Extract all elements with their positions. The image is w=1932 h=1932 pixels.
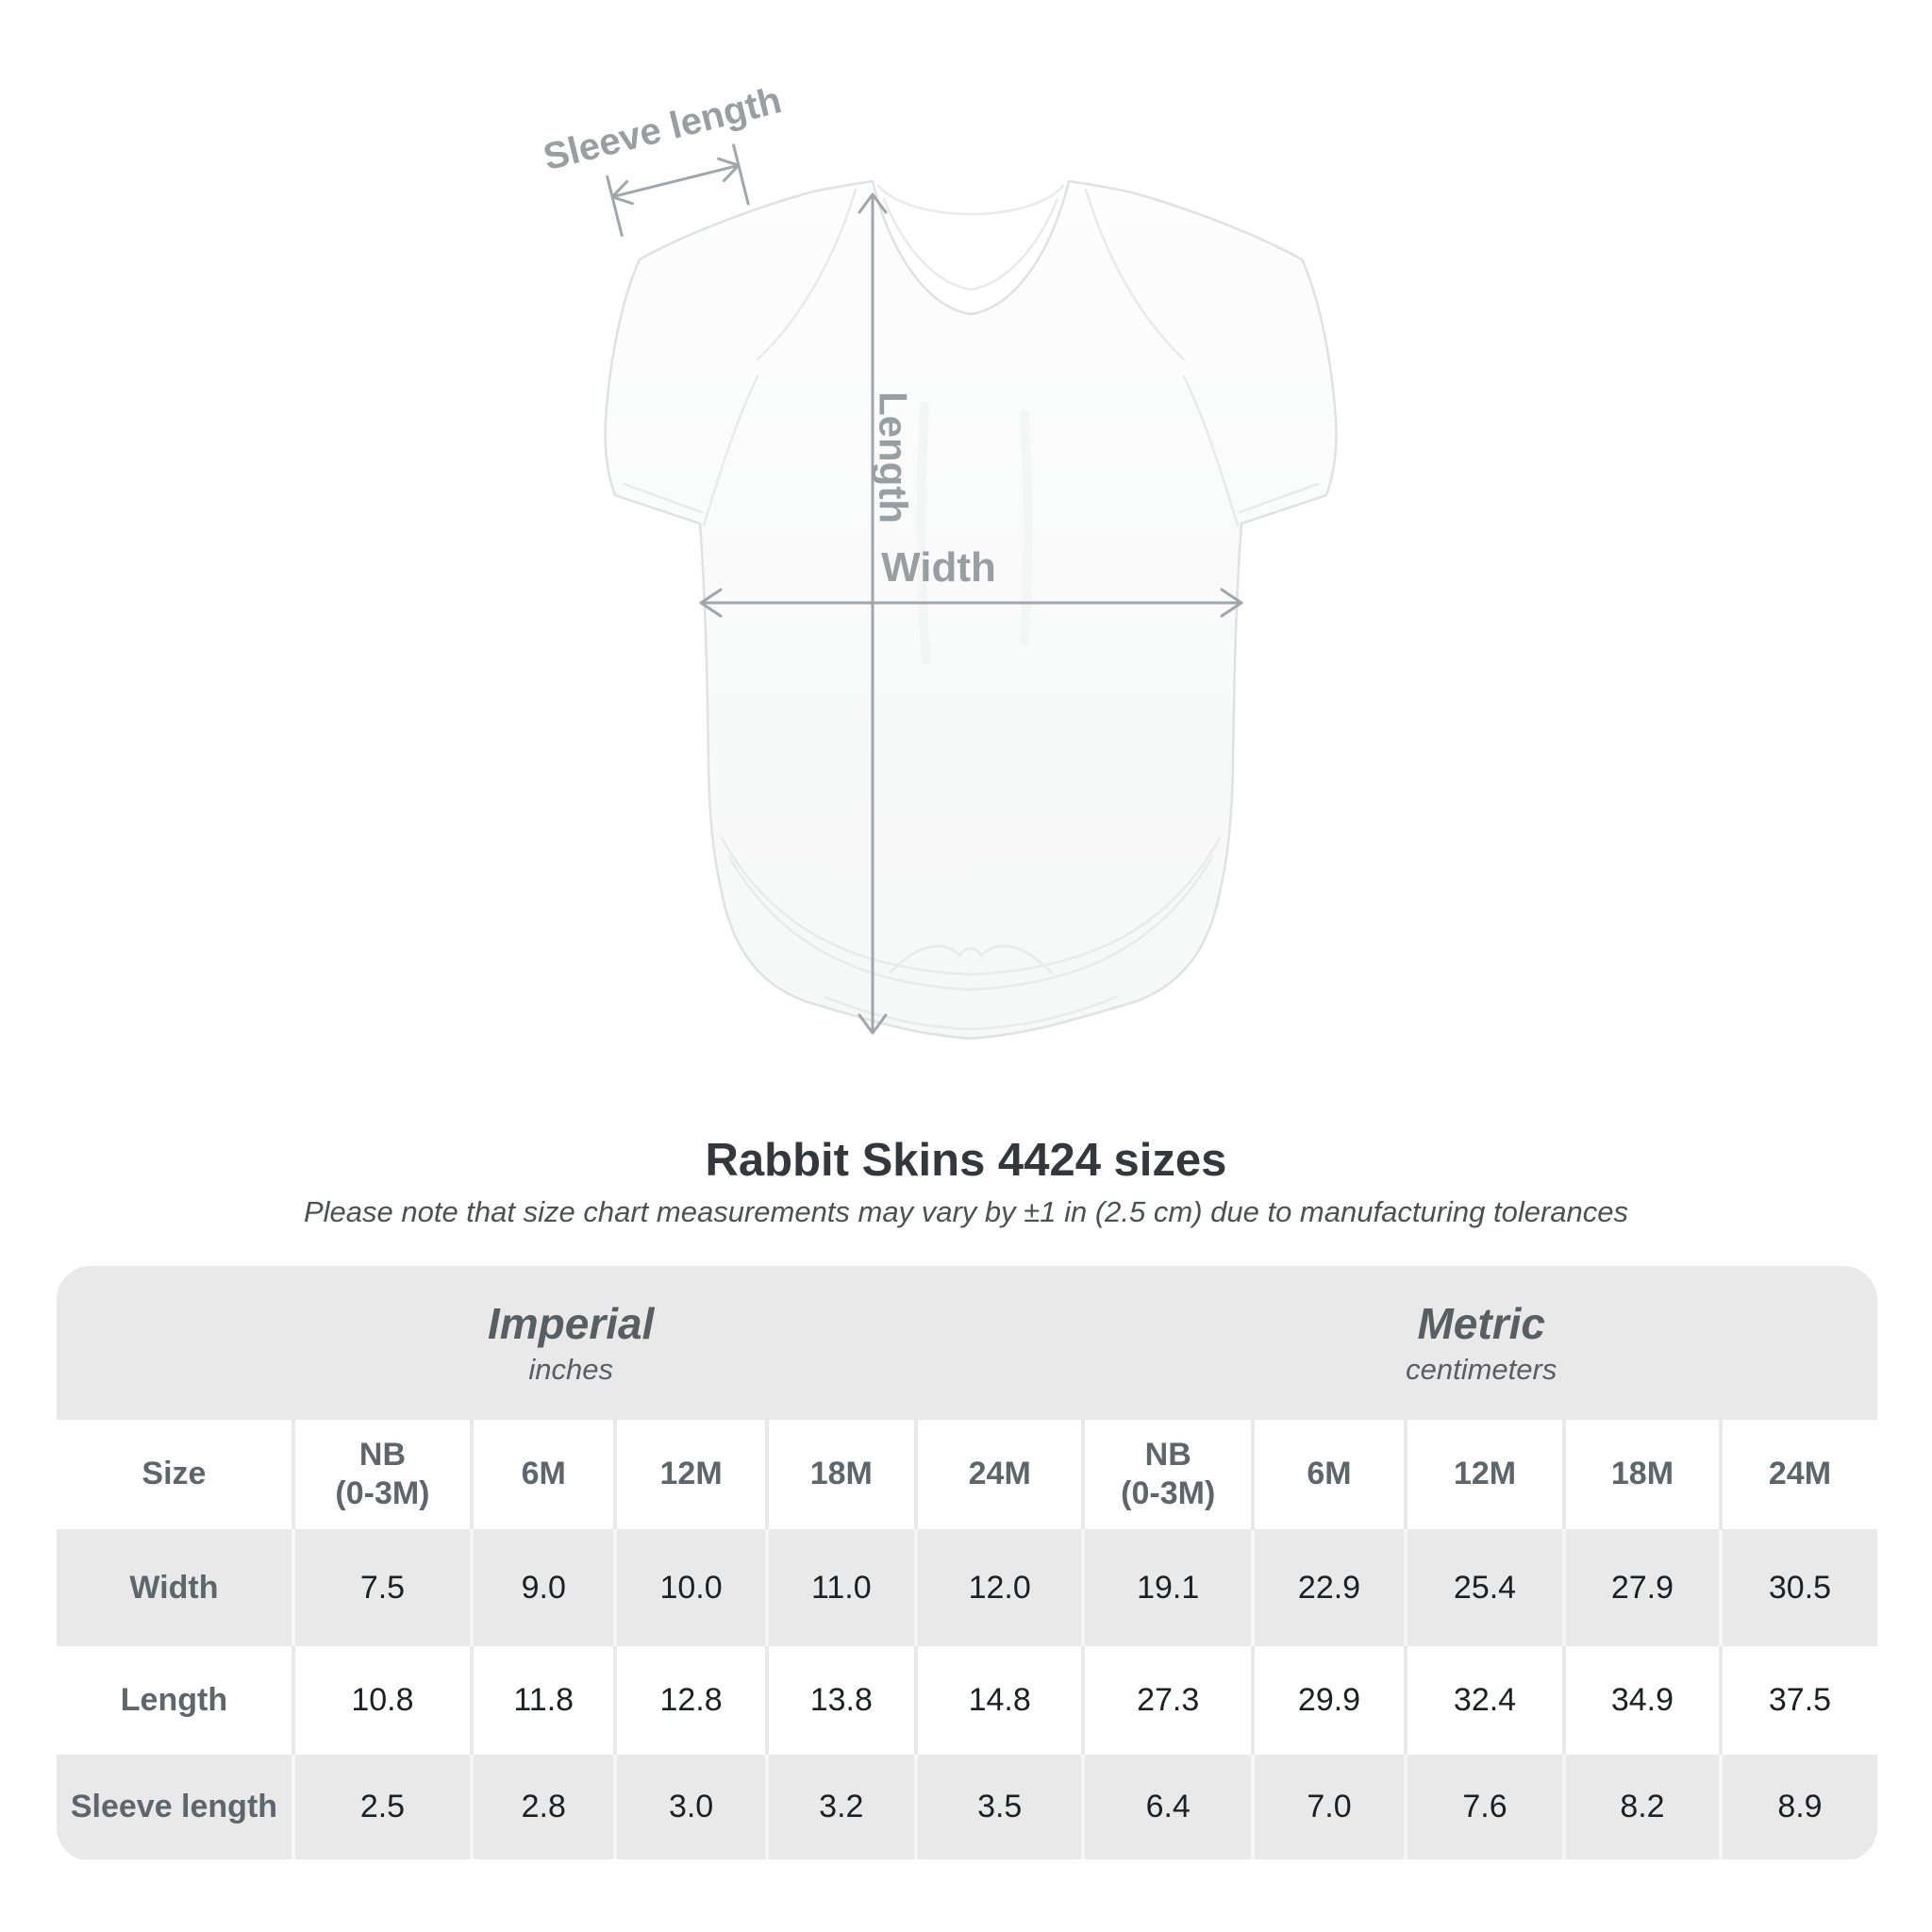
header-cell: 12M bbox=[1406, 1420, 1564, 1529]
table-cell: 10.8 bbox=[293, 1646, 472, 1755]
header-cell: 6M bbox=[472, 1420, 615, 1529]
table-cell: 30.5 bbox=[1721, 1529, 1877, 1646]
table-cell: 11.8 bbox=[472, 1646, 615, 1755]
header-cell: 6M bbox=[1253, 1420, 1406, 1529]
sleeve-length-label: Sleeve length bbox=[539, 79, 786, 179]
onesie-illustration bbox=[605, 181, 1336, 1039]
table-cell: 19.1 bbox=[1083, 1529, 1252, 1646]
size-data-table bbox=[57, 1420, 1877, 1859]
table-cell: 3.5 bbox=[916, 1755, 1084, 1859]
row-label: Width bbox=[129, 1569, 219, 1606]
table-cell: 11.0 bbox=[767, 1529, 916, 1646]
table-cell: 3.2 bbox=[767, 1755, 916, 1859]
metric-group-header bbox=[1085, 1266, 1877, 1420]
table-cell: 9.0 bbox=[472, 1529, 615, 1646]
table-cell: 2.8 bbox=[472, 1755, 615, 1859]
table-row-width bbox=[57, 1529, 1877, 1646]
header-cell: 12M bbox=[615, 1420, 766, 1529]
table-cell: 8.2 bbox=[1564, 1755, 1721, 1859]
width-label: Width bbox=[881, 544, 996, 591]
header-cell: NB (0-3M) bbox=[293, 1420, 472, 1529]
size-column-header: Size bbox=[142, 1456, 207, 1492]
table-row-length bbox=[57, 1646, 1877, 1755]
table-cell: 13.8 bbox=[767, 1646, 916, 1755]
table-cell: 34.9 bbox=[1564, 1646, 1721, 1755]
table-cell: 12.8 bbox=[615, 1646, 766, 1755]
size-header-row bbox=[57, 1420, 1877, 1529]
table-cell: 10.0 bbox=[615, 1529, 766, 1646]
table-cell: 7.6 bbox=[1406, 1755, 1564, 1859]
table-row-sleeve-length bbox=[57, 1755, 1877, 1859]
table-cell: 29.9 bbox=[1253, 1646, 1406, 1755]
table-cell: 25.4 bbox=[1406, 1529, 1564, 1646]
unit-group-band bbox=[57, 1266, 1877, 1420]
imperial-group-header bbox=[57, 1266, 1085, 1420]
row-label: Sleeve length bbox=[70, 1789, 278, 1824]
length-label: Length bbox=[871, 391, 916, 524]
table-cell: 37.5 bbox=[1721, 1646, 1877, 1755]
metric-label: Metric bbox=[1417, 1299, 1545, 1348]
table-cell: 12.0 bbox=[916, 1529, 1084, 1646]
table-cell: 32.4 bbox=[1406, 1646, 1564, 1755]
header-cell: 18M bbox=[767, 1420, 916, 1529]
table-cell: 22.9 bbox=[1253, 1529, 1406, 1646]
table-cell: 8.9 bbox=[1721, 1755, 1877, 1859]
imperial-unit: inches bbox=[528, 1353, 614, 1386]
table-cell: 2.5 bbox=[293, 1755, 472, 1859]
row-label: Length bbox=[120, 1682, 228, 1718]
imperial-label: Imperial bbox=[488, 1299, 655, 1348]
header-cell: NB (0-3M) bbox=[1083, 1420, 1252, 1529]
table-cell: 3.0 bbox=[615, 1755, 766, 1859]
metric-unit: centimeters bbox=[1406, 1353, 1557, 1386]
header-cell: 18M bbox=[1564, 1420, 1721, 1529]
table-cell: 27.9 bbox=[1564, 1529, 1721, 1646]
table-cell: 27.3 bbox=[1083, 1646, 1252, 1755]
table-cell: 6.4 bbox=[1083, 1755, 1252, 1859]
table-cell: 14.8 bbox=[916, 1646, 1084, 1755]
table-cell: 7.0 bbox=[1253, 1755, 1406, 1859]
header-cell: 24M bbox=[1721, 1420, 1877, 1529]
tolerance-note: Please note that size chart measurements may vary by ±1 in (2.5 cm) due to manufacturing tolerances bbox=[303, 1195, 1629, 1228]
header-cell: 24M bbox=[916, 1420, 1084, 1529]
table-cell: 7.5 bbox=[293, 1529, 472, 1646]
page-title: Rabbit Skins 4424 sizes bbox=[705, 1135, 1227, 1186]
size-table bbox=[57, 1266, 1877, 1861]
